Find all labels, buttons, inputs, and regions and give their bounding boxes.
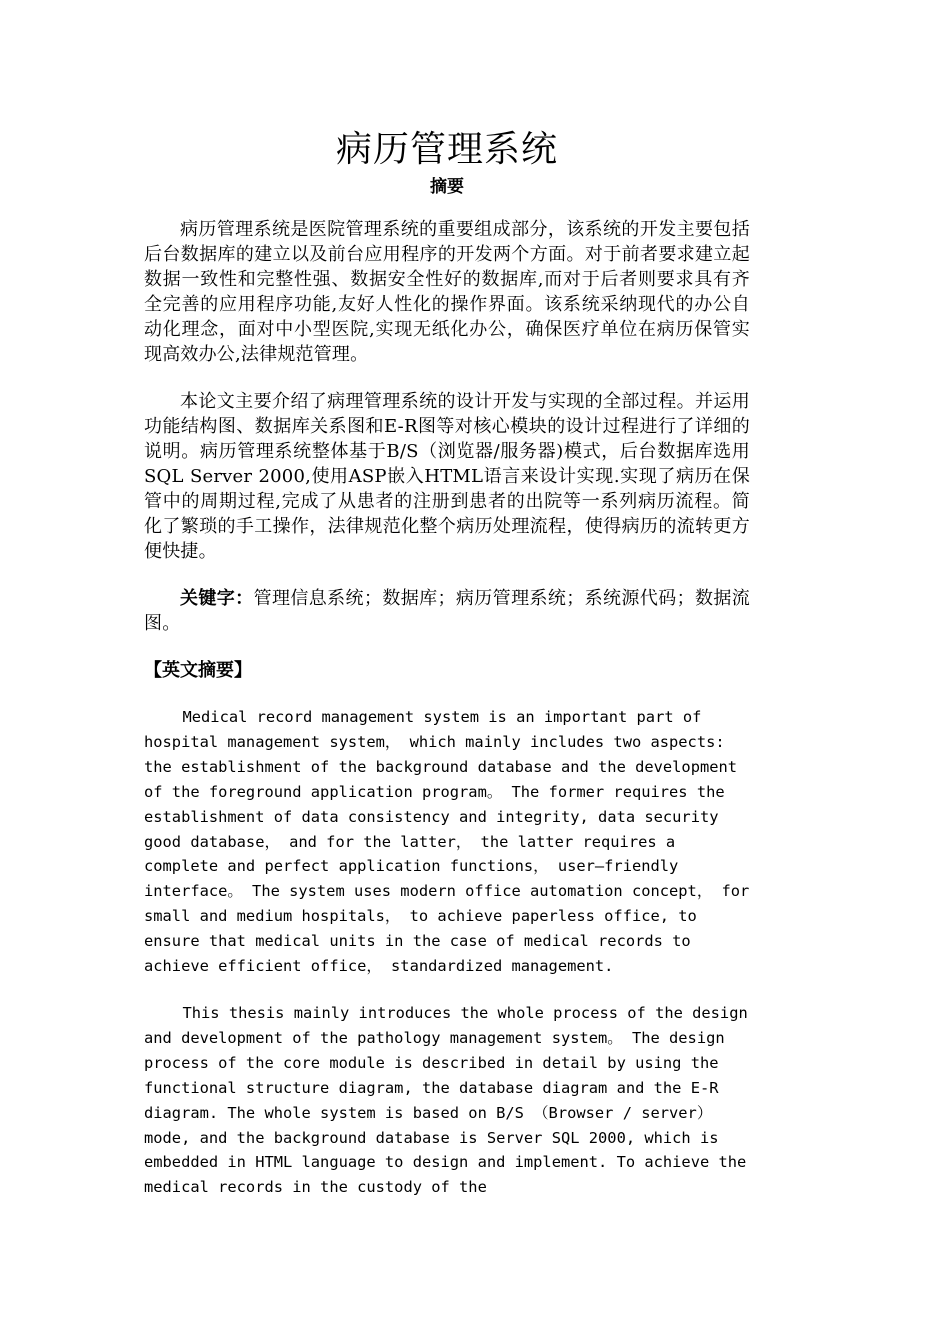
chinese-abstract-paragraph-2: 本论文主要介绍了病理管理系统的设计开发与实现的全部过程。并运用功能结构图、数据库关系图和E-R图等对核心模块的设计过程进行了详细的说明。病历管理系统整体基于B/S（浏览器/服务器)模式，后台数据库选用SQL Server 2000,使用ASP嵌入HTML语言来设计实现.实现了病历在保管中的周期过程,完成了从患者的注册到患者的出院等一系列病历流程。简化了繁琐的手工操作，法律规范化整个病历处理流程，使得病历的流转更方便快捷。	[144, 391, 750, 562]
document-title: 病历管理系统	[335, 129, 558, 170]
english-abstract-paragraph-1: Medical record management system is an important part of hospital management system， which mainly includes two aspects: the establishment of the background database and the development of the foreground application program。 The former requires the establishment of data consistency and integrity, data security good database， and for the latter， the latter requires a complete and perfect application functions， user—friendly interface。 The system uses modern office automation concept， for small and medium hospitals， to achieve paperless office, to ensure that medical units in the case of medical records to achieve efficient office， standardized management.	[144, 708, 750, 976]
keywords-text: 管理信息系统；数据库；病历管理系统；系统源代码；数据流图。	[144, 588, 750, 634]
keywords-paragraph	[144, 586, 750, 636]
english-abstract-paragraph-2: This thesis mainly introduces the whole process of the design and development of the pathology management system。 The design process of the core module is described in detail by using the functional structure diagram, the database diagram and the E-R diagram. The whole system is based on B/S （Browser / server） mode, and the background database is Server SQL 2000, which is embedded in HTML language to design and implement. To achieve the medical records in the custody of the	[144, 1003, 748, 1197]
english-abstract-heading: 【英文摘要】	[144, 660, 252, 681]
document-page	[144, 128, 750, 1222]
chinese-abstract-paragraph-1: 病历管理系统是医院管理系统的重要组成部分，该系统的开发主要包括后台数据库的建立以及前台应用程序的开发两个方面。对于前者要求建立起数据一致性和完整性强、数据安全性好的数据库,而对于后者则要求具有齐全完善的应用程序功能,友好人性化的操作界面。该系统采纳现代的办公自动化理念，面对中小型医院,实现无纸化办公，确保医疗单位在病历保管实现高效办公,法律规范管理。	[144, 219, 750, 365]
keywords-label: 关键字：	[180, 588, 254, 609]
abstract-heading: 摘要	[430, 177, 464, 197]
